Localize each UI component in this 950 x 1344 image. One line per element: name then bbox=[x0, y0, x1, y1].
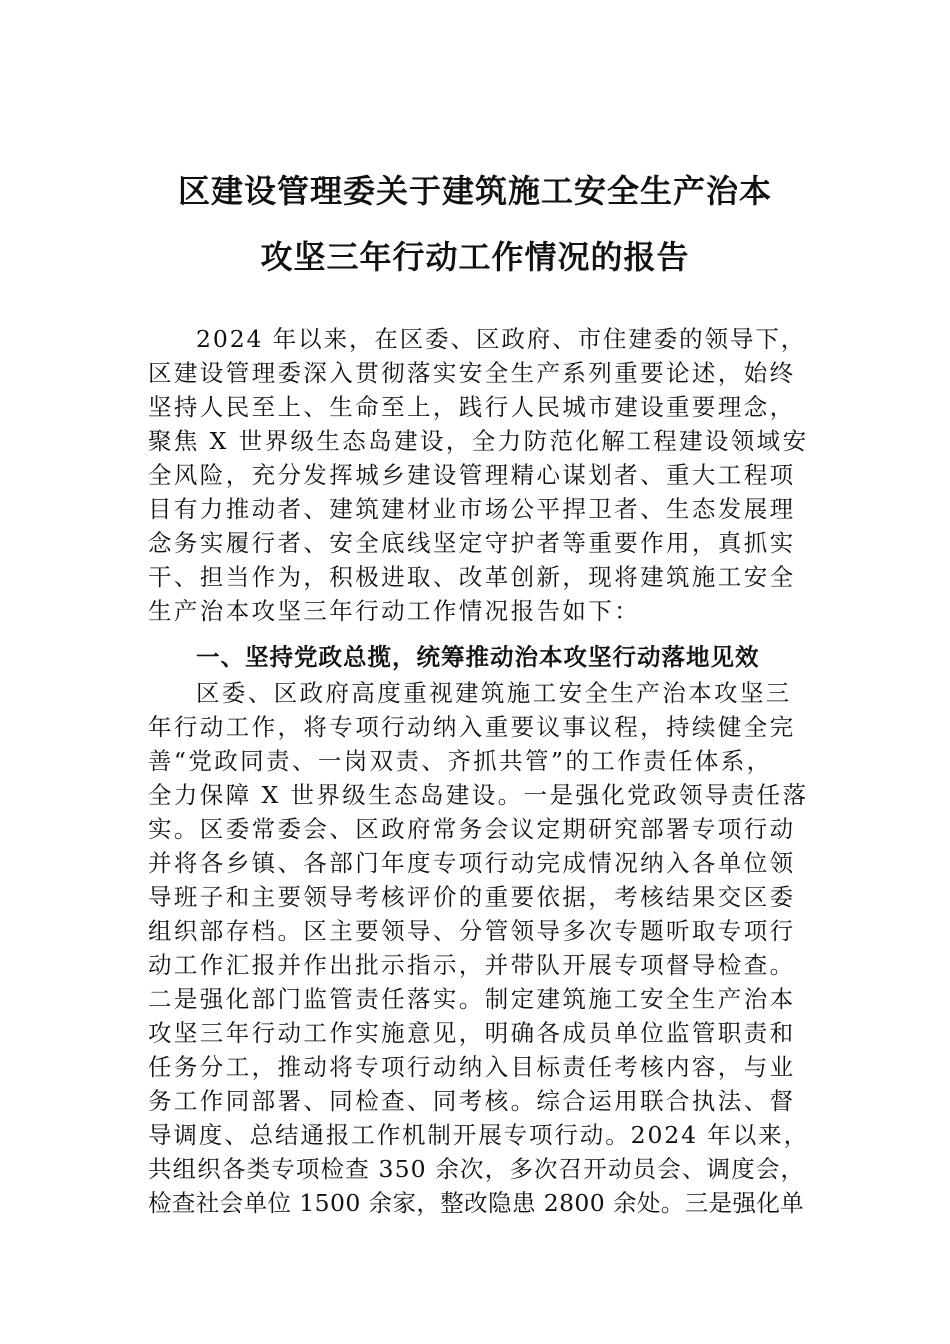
body-line: 聚焦 X 世界级生态岛建设，全力防范化解工程建设领域安 bbox=[148, 427, 809, 455]
body-line: 组织部存档。区主要领导、分管领导多次专题听取专项行 bbox=[148, 917, 796, 945]
body-line: 二是强化部门监管责任落实。制定建筑施工安全生产治本 bbox=[148, 985, 796, 1013]
body-line: 目有力推动者、建筑建材业市场公平捍卫者、生态发展理 bbox=[148, 495, 796, 523]
body-line: 年行动工作，将专项行动纳入重要议事议程，持续健全完 bbox=[148, 713, 796, 741]
body-line: 动工作汇报并作出批示指示，并带队开展专项督导检查。 bbox=[148, 951, 796, 979]
body-line: 2024 年以来，在区委、区政府、市住建委的领导下， bbox=[196, 325, 807, 353]
body-line: 干、担当作为，积极进取、改革创新，现将建筑施工安全 bbox=[148, 563, 796, 591]
body-line: 全风险，充分发挥城乡建设管理精心谋划者、重大工程项 bbox=[148, 461, 796, 489]
body-line: 并将各乡镇、各部门年度专项行动完成情况纳入各单位领 bbox=[148, 849, 796, 877]
body-line: 区建设管理委深入贯彻落实安全生产系列重要论述，始终 bbox=[148, 359, 796, 387]
document-title-line-1: 区建设管理委关于建筑施工安全生产治本 bbox=[177, 172, 772, 210]
body-line: 共组织各类专项检查 350 余次，多次召开动员会、调度会， bbox=[148, 1155, 806, 1183]
body-line: 坚持人民至上、生命至上，践行人民城市建设重要理念， bbox=[148, 393, 796, 421]
body-line: 攻坚三年行动工作实施意见，明确各成员单位监管职责和 bbox=[148, 1019, 796, 1047]
body-line: 实。区委常委会、区政府常务会议定期研究部署专项行动 bbox=[148, 815, 796, 843]
body-line: 生产治本攻坚三年行动工作情况报告如下： bbox=[148, 597, 641, 625]
section-heading: 一、坚持党政总揽，统筹推动治本攻坚行动落地见效 bbox=[196, 643, 760, 671]
body-line: 务工作同部署、同检查、同考核。综合运用联合执法、督 bbox=[148, 1087, 796, 1115]
body-line: 任务分工，推动将专项行动纳入目标责任考核内容，与业 bbox=[148, 1053, 796, 1081]
body-line: 导调度、总结通报工作机制开展专项行动。2024 年以来， bbox=[148, 1121, 809, 1149]
body-line: 区委、区政府高度重视建筑施工安全生产治本攻坚三 bbox=[196, 679, 792, 707]
body-line: 导班子和主要领导考核评价的重要依据，考核结果交区委 bbox=[148, 883, 796, 911]
document-title-line-2: 攻坚三年行动工作情况的报告 bbox=[260, 238, 690, 276]
body-line: 念务实履行者、安全底线坚定守护者等重要作用，真抓实 bbox=[148, 529, 796, 557]
body-line: 检查社会单位 1500 余家，整改隐患 2800 余处。三是强化单 bbox=[148, 1189, 805, 1217]
body-line: 善“党政同责、一岗双责、齐抓共管”的工作责任体系， bbox=[148, 747, 773, 775]
body-line: 全力保障 X 世界级生态岛建设。一是强化党政领导责任落 bbox=[148, 781, 809, 809]
